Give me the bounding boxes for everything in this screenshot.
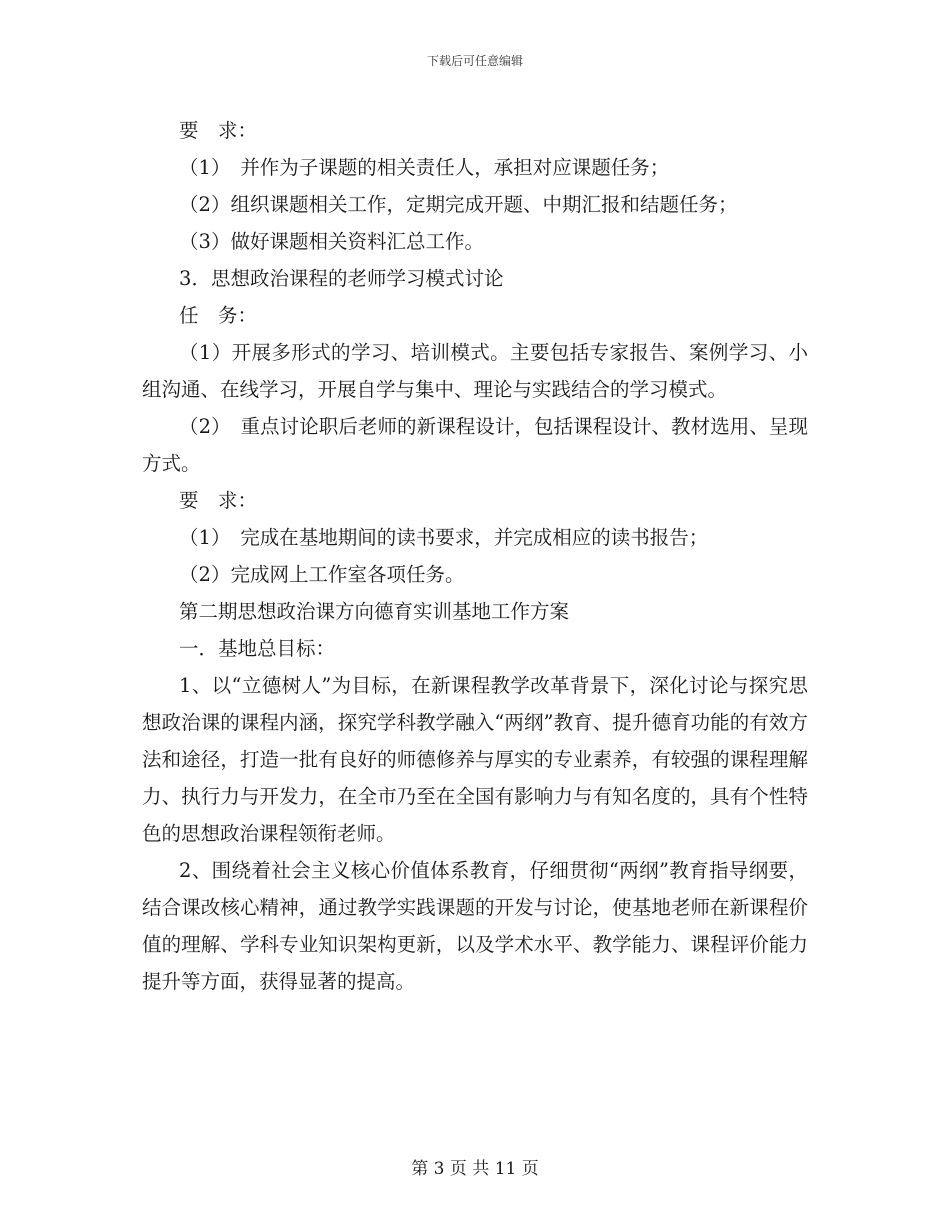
requirement-item: （1） 并作为子课题的相关责任人，承担对应课题任务； <box>179 156 670 179</box>
document-body <box>142 112 808 1000</box>
tasks-heading: 任 务： <box>179 304 258 327</box>
section-heading: 3．思想政治课程的老师学习模式讨论 <box>179 267 504 290</box>
requirements-heading: 要 求： <box>179 119 258 142</box>
page-header: 下载后可任意编辑 <box>426 54 523 68</box>
goal-heading: 一．基地总目标： <box>179 637 336 660</box>
requirement-item: （2）完成网上工作室各项任务。 <box>179 563 465 586</box>
goal-paragraph: 2、围绕着社会主义核心价值体系教育，仔细贯彻“两纲”教育指导纲要，结合课改核心精神，通过教学实践课题的开发与讨论，使基地老师在新课程价值的理解、学科专业知识架构更新，以及学术水平、教学能力、课程评价能力提升等方面，获得显著的提高。 <box>142 859 808 993</box>
requirement-item: （2）组织课题相关工作，定期完成开题、中期汇报和结题任务； <box>179 193 738 216</box>
page-number: 第 3 页 共 11 页 <box>411 1159 539 1179</box>
requirement-item: （3）做好课题相关资料汇总工作。 <box>179 230 484 253</box>
requirement-item: （1） 完成在基地期间的读书要求，并完成相应的读书报告； <box>179 526 709 549</box>
task-item: （1）开展多形式的学习、培训模式。主要包括专家报告、案例学习、小组沟通、在线学习，开展自学与集中、理论与实践结合的学习模式。 <box>142 341 808 401</box>
task-item: （2） 重点讨论职后老师的新课程设计，包括课程设计、教材选用、呈现方式。 <box>142 415 808 475</box>
goal-paragraph: 1、以“立德树人”为目标，在新课程教学改革背景下，深化讨论与探究思想政治课的课程内涵，探究学科教学融入“两纲”教育、提升德育功能的有效方法和途径，打造一批有良好的师德修养与厚实的专业素养，有较强的课程理解力、执行力与开发力，在全市乃至在全国有影响力与有知名度的，具有个性特色的思想政治课程领衔老师。 <box>142 674 808 845</box>
plan-title: 第二期思想政治课方向德育实训基地工作方案 <box>179 600 570 623</box>
requirements-heading: 要 求： <box>179 489 258 512</box>
